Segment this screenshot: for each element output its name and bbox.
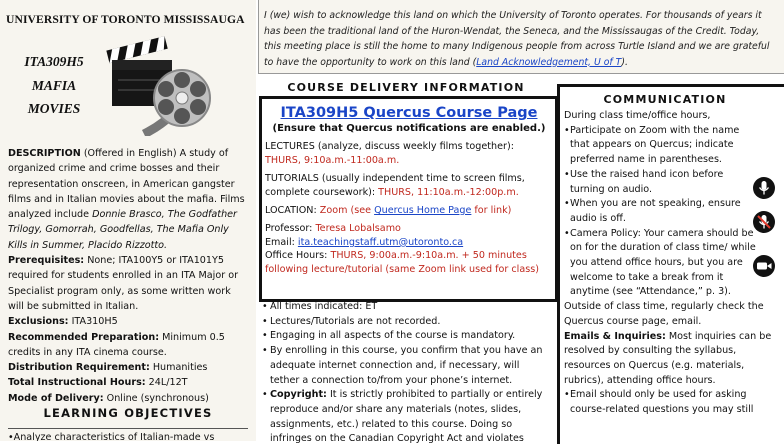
- distribution-label: Distribution Requirement:: [8, 362, 150, 374]
- prereq-text: None; ITA100Y5 or ITA101Y5 required for students enrolled in an ITA Major or Specialist program only, as some written work will be submitted in Italian.: [8, 255, 239, 312]
- learning-objective-item: •Analyze characteristics of Italian-made vs: [8, 432, 215, 441]
- prereq-label: Prerequisites:: [8, 255, 85, 267]
- emails-text: Most inquiries can be resolved by consulting the syllabus, resources on Quercus (e.g. materials, rubrics), attending office hours.: [564, 330, 772, 386]
- mode-text: Online (synchronous): [103, 392, 209, 404]
- description-text: (Offered in English) A study of organized crime and crime bosses and their representation onscreen, in American gangster films and in Italian movies about the mafia. Films analyzed include: [8, 148, 245, 221]
- divider: [8, 428, 248, 429]
- communication-box: [557, 84, 784, 444]
- location-end: for link): [471, 205, 512, 217]
- list-item: • Lectures/Tutorials are not recorded.: [262, 315, 550, 330]
- exclusions-text: ITA310H5: [68, 316, 118, 328]
- comm-intro: During class time/office hours,: [564, 110, 711, 121]
- course-delivery-heading: COURSE DELIVERY INFORMATION: [287, 81, 525, 94]
- course-description: [8, 146, 248, 406]
- learning-objectives-heading: LEARNING OBJECTIVES: [43, 406, 213, 420]
- microphone-icon: [753, 177, 775, 199]
- professor-name: Teresa Lobalsamo: [315, 223, 401, 235]
- distribution-text: Humanities: [149, 362, 208, 374]
- exclusions-label: Exclusions:: [8, 316, 69, 328]
- location-label: LOCATION:: [265, 205, 320, 217]
- land-acknowledgement: [258, 0, 784, 74]
- ack-text: I (we) wish to acknowledge this land on which the University of Toronto operates. For thousands of years it has been the traditional land of the Huron-Wendat, the Seneca, and the Mississaugas of the Credit. Today, this meeting place is still the home to many Indigenous people from across Turtle Island and we are grateful to have the opportunity to work on this land (: [264, 10, 770, 68]
- communication-heading: COMMUNICATION: [603, 93, 727, 106]
- list-item: • Participate on Zoom with the name that appears on Quercus; indicate preferred name in parentheses.: [564, 124, 740, 166]
- left-column: [0, 0, 256, 441]
- course-delivery-box: [259, 96, 558, 302]
- ack-end: ).: [621, 56, 628, 68]
- quercus-course-page-link[interactable]: ITA309H5 Quercus Course Page: [280, 105, 538, 121]
- office-label: Office Hours:: [265, 250, 331, 262]
- tutorials-time: THURS, 11:10a.m.-12:00p.m.: [378, 186, 519, 198]
- list-item: • Email should only be used for asking course-related questions you may still: [564, 389, 754, 416]
- list-item: • All times indicated: ET: [262, 300, 550, 315]
- description-label: DESCRIPTION: [8, 148, 81, 159]
- video-camera-icon: [753, 255, 775, 277]
- land-acknowledgement-link[interactable]: Land Acknowledgement, U of T: [476, 56, 622, 68]
- lectures-time: THURS, 9:10a.m.-11:00a.m.: [265, 154, 400, 166]
- outside-class-text: Outside of class time, regularly check the Quercus course page, email.: [564, 301, 764, 327]
- list-item: • Engaging in all aspects of the course is mandatory.: [262, 329, 550, 344]
- course-code: ITA309H5: [24, 54, 84, 69]
- professor-label: Professor:: [265, 223, 316, 235]
- location-zoom: Zoom (see: [319, 205, 375, 217]
- university-name: UNIVERSITY OF TORONTO MISSISSAUGA: [6, 13, 245, 26]
- course-name-line1: MAFIA: [31, 78, 77, 93]
- microphone-muted-icon: [753, 211, 775, 233]
- film-list: Donnie Brasco, The Godfather Trilogy, Gomorrah, Goodfellas, The Mafia Only Kills in Summer, Placido Rizzotto.: [8, 209, 237, 251]
- list-item: • When you are not speaking, ensure audio is off.: [564, 198, 741, 224]
- recprep-text: Minimum 0.5 credits in any ITA cinema course.: [8, 331, 225, 358]
- email-link[interactable]: ita.teachingstaff.utm@utoronto.ca: [297, 236, 464, 248]
- course-name-line2: MOVIES: [27, 101, 81, 116]
- list-item: [262, 388, 550, 447]
- film-clapperboard-reel-image: [104, 24, 212, 136]
- copyright-text: It is strictly prohibited to partially or entirely reproduce and/or share any materials (notes, slides, assignments, etc.) related to this course. Doing so infringes on the Canadian Copyright Act and violates: [270, 389, 543, 445]
- emails-label: Emails & Inquiries:: [564, 330, 666, 342]
- mode-label: Mode of Delivery:: [8, 392, 104, 404]
- email-label: Email:: [265, 236, 298, 248]
- quercus-home-page-link[interactable]: Quercus Home Page: [374, 205, 472, 217]
- copyright-label: Copyright:: [270, 389, 327, 401]
- list-item: • Use the raised hand icon before turning on audio.: [564, 168, 724, 195]
- recprep-label: Recommended Preparation:: [8, 331, 160, 343]
- quercus-notice: (Ensure that Quercus notifications are enabled.): [272, 123, 546, 134]
- list-item: • Camera Policy: Your camera should be on for the duration of class time/ while you attend office hours, but you are welcome to take a break from it anytime (see “Attendance,” p. 3).: [564, 227, 756, 298]
- hours-label: Total Instructional Hours:: [8, 377, 146, 389]
- office-hours-time: THURS, 9:00a.m.-9:10a.m. + 50 minutes following lecture/tutorial (same Zoom link used for class): [265, 250, 539, 275]
- hours-text: 24L/12T: [145, 377, 188, 389]
- list-item: • By enrolling in this course, you confirm that you have an adequate internet connection and, if necessary, will tether a connection to/from your phone’s internet.: [262, 344, 550, 388]
- course-policies: [262, 300, 550, 447]
- tutorials-text: TUTORIALS (usually independent time to screen films, complete coursework):: [265, 173, 525, 198]
- lectures-text: LECTURES (analyze, discuss weekly films together):: [265, 141, 514, 153]
